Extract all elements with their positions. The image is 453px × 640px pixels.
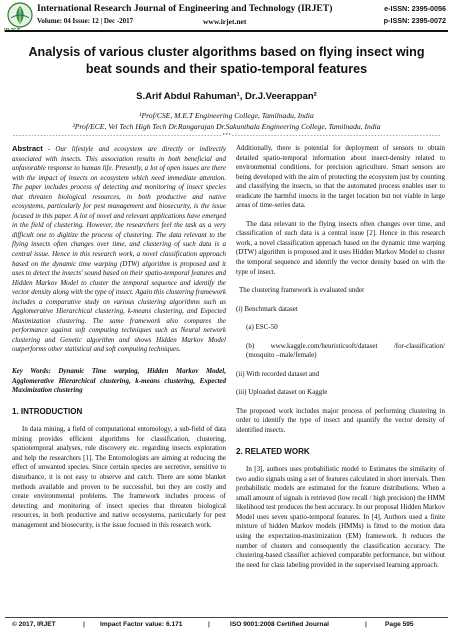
right-paragraph-4: The proposed work includes major process of performing clustering in order to identify the type of insect and quantify the vector density of identified insects. [236, 406, 445, 435]
footer-iso: ISO 9001:2008 Certified Journal [230, 621, 329, 628]
list-item: (i) Benchmark dataset [236, 304, 298, 313]
list-item: (ii) With recorded dataset and [236, 369, 320, 378]
abstract-text: - Our lifestyle and ecosystem are directly or indirectly associated with insects. This association results in both beneficial and unfavorable response to human life. Presently, a lot of open issues are there with the impact of insects on ecosystem which need immediate attention. The paper includes process of detecting and monitoring of insect species that threaten biological resources, in both productive and native ecosystems, particularly for pest management and biosecurity, is the issue focused in this paper. A lot of novel and relevant applications have emerged in the field of clustering. However, the researchers feel the task as a very difficult one to digitize the process of clustering. The data relevant to the flying insects often changes over time, and clustering of such data is a central issue. Hence in this research work, a novel classification approach based on the dynamic time warping (DTW) algorithm is proposed and it uses to detect the insects' sound based on their spatio-temporal features and Hidden Markov Model to cluster the temporal sequence and identify the vector density along with the type of insect. Again this clustering framework includes a comparative study on various clustering algorithms such as Agglomerative Hierarchical clustering, k-means clustering, and Expected Maximization clustering. The same framework also compares the performance against soft computing techniques such as Neural network clustering and Genetic algorithm and shows Hidden Markov Model outperforms other statistical and soft computing techniques. [12, 145, 226, 354]
keywords-label: Key Words: [12, 367, 51, 376]
left-column [12, 144, 226, 530]
list-item: (a) ESC-50 [246, 323, 278, 332]
footer-divider [5, 617, 448, 618]
keywords-text: Dynamic Time warping, Hidden Markov Model, Agglomerative Hierarchical clustering, k-means clustering, Expected Maximization clustering [12, 367, 226, 395]
footer-copyright: © 2017, IRJET [12, 621, 56, 628]
irjet-logo-icon [7, 2, 33, 28]
footer-separator: | [83, 621, 85, 628]
journal-name: International Research Journal of Engineering and Technology (IRJET) [37, 3, 333, 14]
abstract [12, 144, 226, 355]
intro-paragraph: In data mining, a field of computational entomology, a sub-field of data mining provides efficient algorithms for classification, clustering, spatiotemporal analyses, rule discovery etc. regarding insects exploration and help the researchers [1]. The Entomologists are aiming at reducing the effect of unwanted species. Since certain species are secretive, sensitive to disturbance, it is not easy to observe and catch. There are some blanket methods available and proven to be successful, but they are costly and create environmental problems. The framework includes process of detecting and monitoring of insect species that threaten biological resources, in both productive and native ecosystems, particularly for pest management and biosecurity, is the issue focused in this research work. [12, 425, 226, 529]
right-paragraph-1: Additionally, there is potential for deployment of sensors to obtain detailed spatio-temporal information about insect-density related to environmental conditions, for precision agriculture. Smart sensors are being developed with the aim of protecting the ecosystem just by counting and classifying the insects, so that the automated process enables user to eradicate the harmful insects in the target location but not viable in large areas of time-series data. [236, 144, 445, 210]
list-item: (iii) Uploaded dataset on Kaggle [236, 388, 328, 397]
footer-separator: | [365, 621, 367, 628]
right-paragraph-2: The data relevant to the flying insects often changes over time, and classification of such data is a central issue [2]. Hence in this research work, a novel classification approach based on the dynamic time warping (DTW) algorithm is proposed and it uses Hidden Markov Model to cluster the temporal sequence and identify the vector density based on with the type of insect. [236, 219, 445, 276]
abstract-label: Abstract [12, 144, 43, 153]
footer-separator: | [208, 621, 210, 628]
related-work-heading: 2. RELATED WORK [236, 446, 310, 456]
paper-title: Analysis of various cluster algorithms based on flying insect wing beat sounds and their spatio-temporal features [28, 45, 425, 76]
list-item: (b) www.kaggle.com/heuristicsoft/dataset /for-classification/ (mosquito –male/female) [246, 341, 445, 360]
journal-website[interactable]: www.irjet.net [203, 17, 247, 26]
right-column [236, 144, 445, 570]
journal-header [0, 0, 453, 40]
footer-page-number: Page 595 [385, 621, 414, 628]
intro-heading: 1. INTRODUCTION [12, 406, 83, 416]
right-paragraph-3: The clustering framework is evaluated under [239, 286, 365, 295]
volume-issue: Volume: 04 Issue: 12 | Dec -2017 [37, 17, 134, 25]
footer-impact-factor: Impact Factor value: 6.171 [100, 621, 183, 628]
affiliation-1: ¹Prof/CSE, M.E.T Engineering College, Tamilnadu, India [139, 111, 314, 120]
related-work-paragraph: In [3], authors uses probabilistic model to Estimates the similarity of two audio signals using a set of features calculated in short intervals. Then probabilistic models are estimated for the feature distributions. When a small amount of signals is retrieved (low recall / high precision) the HMM likelihood test produces the best accuracy. In our proposal Hidden Markov Model uses seven spatio-temporal features. In [4], Authors used a finite mixture of hidden Markov models (HMMs) is fitted to the motion data using the expectation-maximization (EM) framework. It reduces the number of clusters and consequently the classification accuracy. The clustering-based classifier achieved comparable performance, but without the need for class labeling provided in the supervised learning approach. [236, 465, 445, 569]
e-issn: e-ISSN: 2395-0056 [384, 4, 446, 13]
paper-authors: S.Arif Abdul Rahuman¹, Dr.J.Veerappan² [136, 91, 317, 102]
affiliation-2: ²Prof/ECE, Vel Tech High Tech Dr.Rangarajan Dr.Sakunthala Engineering College, Tamilnadu, India [72, 122, 381, 131]
header-divider [5, 30, 448, 32]
p-issn: p-ISSN: 2395-0072 [383, 16, 446, 25]
keywords [12, 367, 226, 396]
section-separator: ---------------------------------------------------------------------***--------------------------------------------------------------------- [12, 133, 441, 139]
